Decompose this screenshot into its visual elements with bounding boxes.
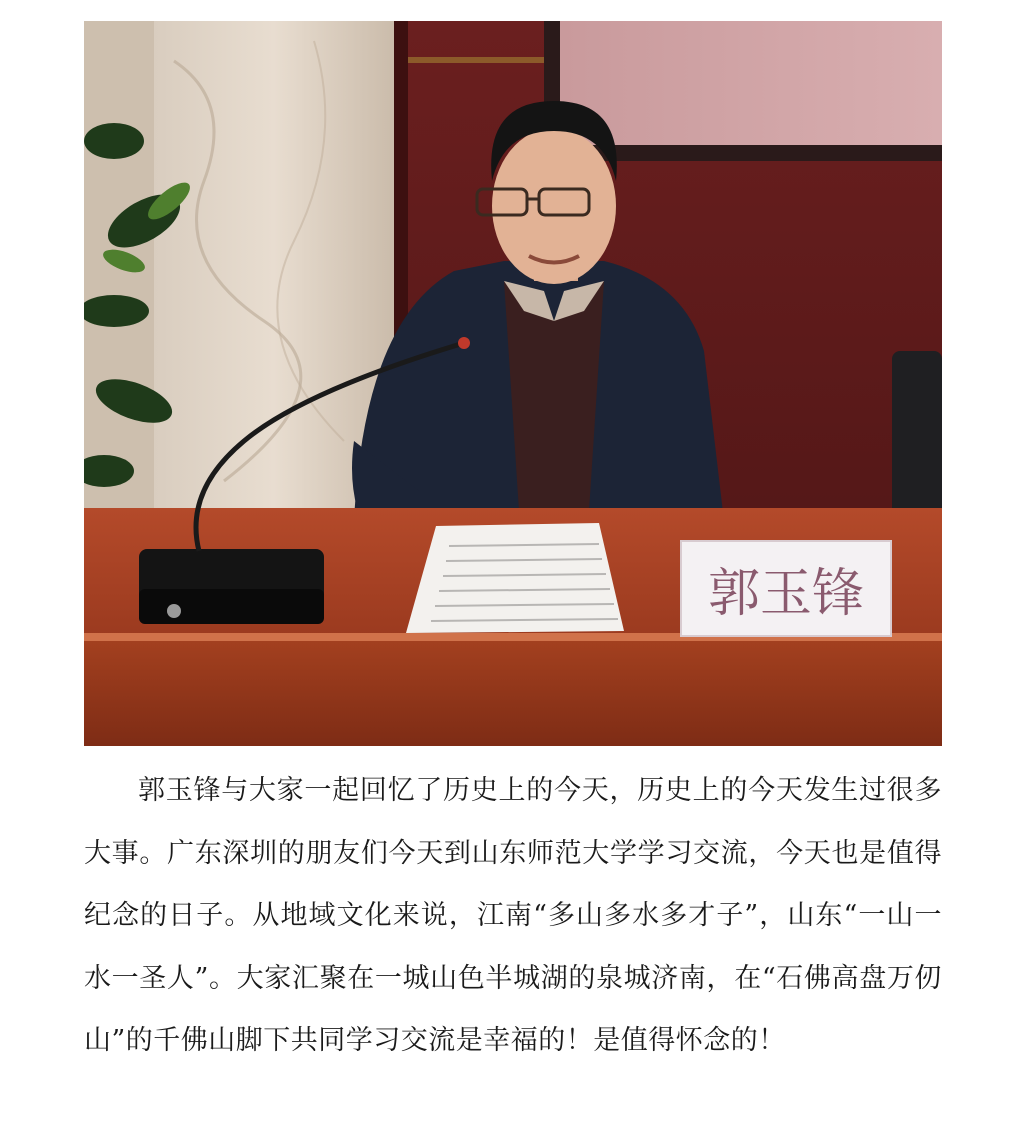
nameplate-label: 郭玉锋 (707, 564, 865, 624)
speaker-photo (84, 21, 942, 746)
article-paragraph: 郭玉锋与大家一起回忆了历史上的今天，历史上的今天发生过很多大事。广东深圳的朋友们今天到山东师范大学学习交流，今天也是值得纪念的日子。从地域文化来说，江南“多山多水多才子”，山东“一山一水一圣人”。大家汇聚在一城山色半城湖的泉城济南，在“石佛高盘万仞山”的千佛山脚下共同学习交流是幸福的！是值得怀念的！ (84, 775, 942, 1056)
